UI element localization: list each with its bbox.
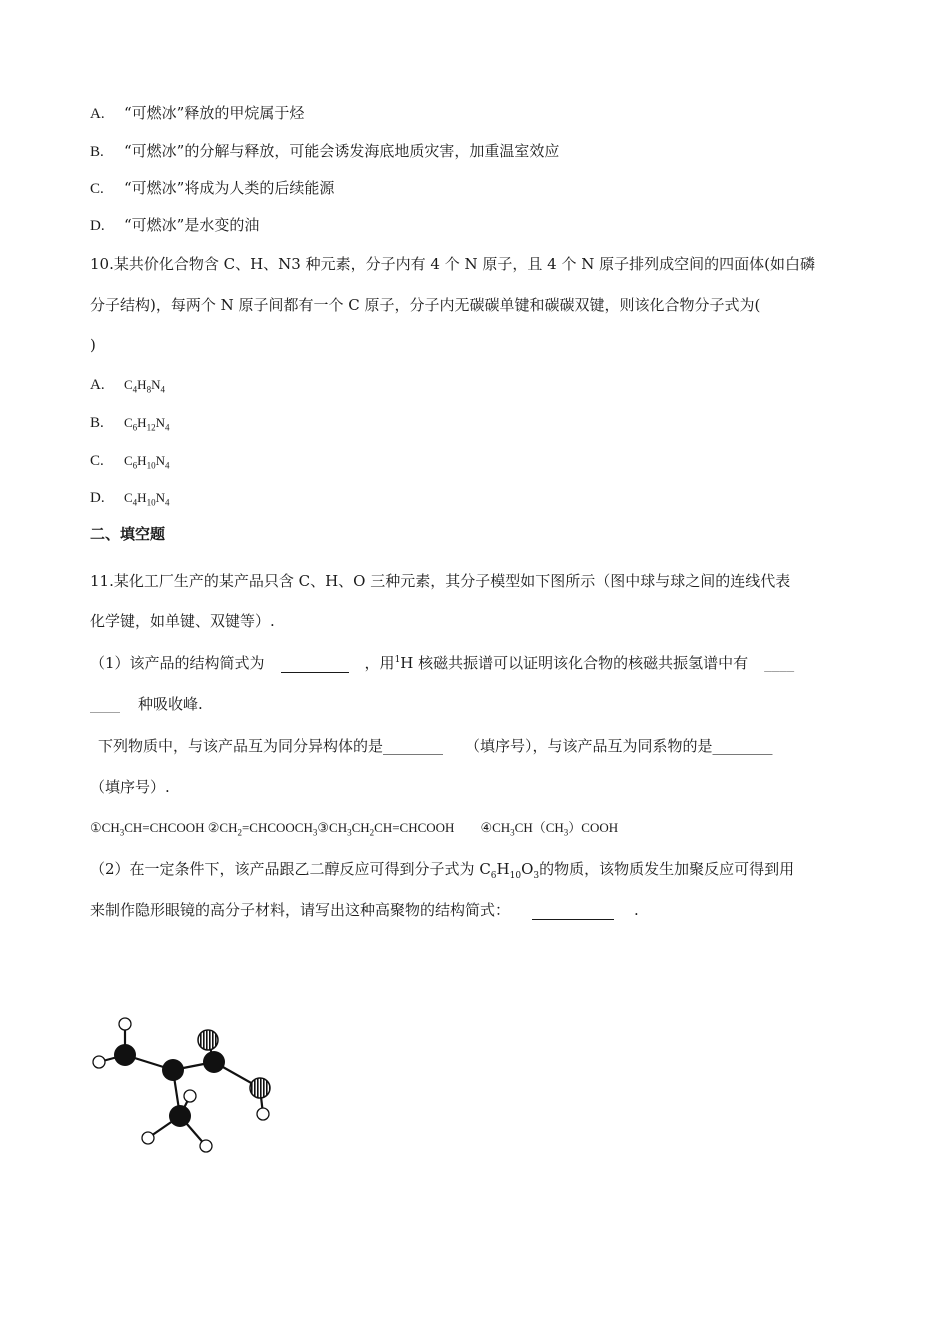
q11-part2-line2: 来制作隐形眼镜的高分子材料，请写出这种高聚物的结构简式： . [90,901,639,919]
option-letter: B. [90,415,104,431]
q11-intro-line2: 化学键，如单键、双键等）. [90,612,275,630]
q10-stem-line1: 10.某共价化合物含 C、H、N3 种元素，分子内有 4 个 N 原子，且 4 个 N 原子排列成空间的四面体(如白磷 [90,255,815,273]
option-letter: D. [90,218,105,234]
option-letter: A. [90,106,105,122]
q11-part1-line2: ____ 种吸收峰. [90,695,203,713]
substance-4: $④CH_3CH(CH_3)COOH$ [480,820,619,838]
q9-option-a [90,103,304,124]
section-title: 二、填空题 [90,525,166,543]
oxygen-atom [198,1030,218,1050]
option-formula: $C_6H_{10}N_4$ [124,453,170,471]
option-letter: A. [90,377,105,393]
option-formula: $C_6H_{12}N_4$ [124,415,170,433]
hydrogen-atom [184,1090,196,1102]
q9-option-d [90,215,259,236]
hydrogen-atom [119,1018,131,1030]
hydrogen-atom [142,1132,154,1144]
answer-blank-structure[interactable] [281,656,349,673]
q10-stem-line2: 分子结构)，每两个 N 原子间都有一个 C 原子，分子内无碳碳单键和碳碳双键，则该化合物分子式为( [90,296,761,314]
substance-1-2-3: $①CH_3CH=CHCOOH$ $②CH_2=CHCOOCH_3③CH_3CH_2CH=CHCOOH$ [90,820,455,838]
q11-part1-line1: （1）该产品的结构简式为 ，用$^1$H 核磁共振谱可以证明该化合物的核磁共振氢谱中有 ____ [90,654,795,672]
answer-blank-peaks-part2[interactable]: ____ [90,695,120,713]
option-formula: $C_4H_8N_4$ [124,377,165,395]
q10-option-c [90,450,169,471]
q10-option-b [90,412,169,433]
hydrogen-atom [93,1056,105,1068]
hydrogen-atom [257,1108,269,1120]
option-letter: C. [90,181,104,197]
bonds [99,1024,263,1146]
answer-blank-peaks-part1[interactable]: ____ [764,654,795,672]
q11-intro-line1: 11.某化工厂生产的某产品只含 C、H、O 三种元素，其分子模型如下图所示（图中球与球之间的连线代表 [90,572,791,590]
option-letter: C. [90,453,104,469]
option-formula: $C_4H_{10}N_4$ [124,490,170,508]
q11-part1-line4: （填序号）. [90,778,170,796]
option-text: “可燃冰”是水变的油 [124,216,260,234]
molecule-model-figure [80,1010,290,1160]
q10-stem-line3: ) [90,336,96,354]
oxygen-atom [250,1078,270,1098]
atoms [93,1018,270,1152]
option-text: “可燃冰”将成为人类的后续能源 [124,179,335,197]
q9-option-b [90,141,559,162]
q9-option-c [90,178,334,199]
carbon-atom [203,1051,225,1073]
q10-option-d [90,487,169,508]
hydrogen-atom [200,1140,212,1152]
option-letter: D. [90,490,105,506]
option-letter: B. [90,144,104,160]
q11-substances [90,818,618,838]
option-text: “可燃冰”的分解与释放，可能会诱发海底地质灾害，加重温室效应 [124,142,560,160]
option-text: “可燃冰”释放的甲烷属于烃 [124,104,305,122]
q11-part2-line1: （2）在一定条件下，该产品跟乙二醇反应可得到分子式为 $C_6H_{10}O_3$的物质，该物质发生加聚反应可得到用 [90,860,795,881]
carbon-atom [169,1105,191,1127]
q10-option-a [90,374,165,395]
q11-part1-line3: 下列物质中，与该产品互为同分异构体的是________ （填序号），与该产品互为同系物的是________ [98,737,773,755]
carbon-atom [114,1044,136,1066]
carbon-atom [162,1059,184,1081]
answer-blank-polymer[interactable] [532,903,614,920]
